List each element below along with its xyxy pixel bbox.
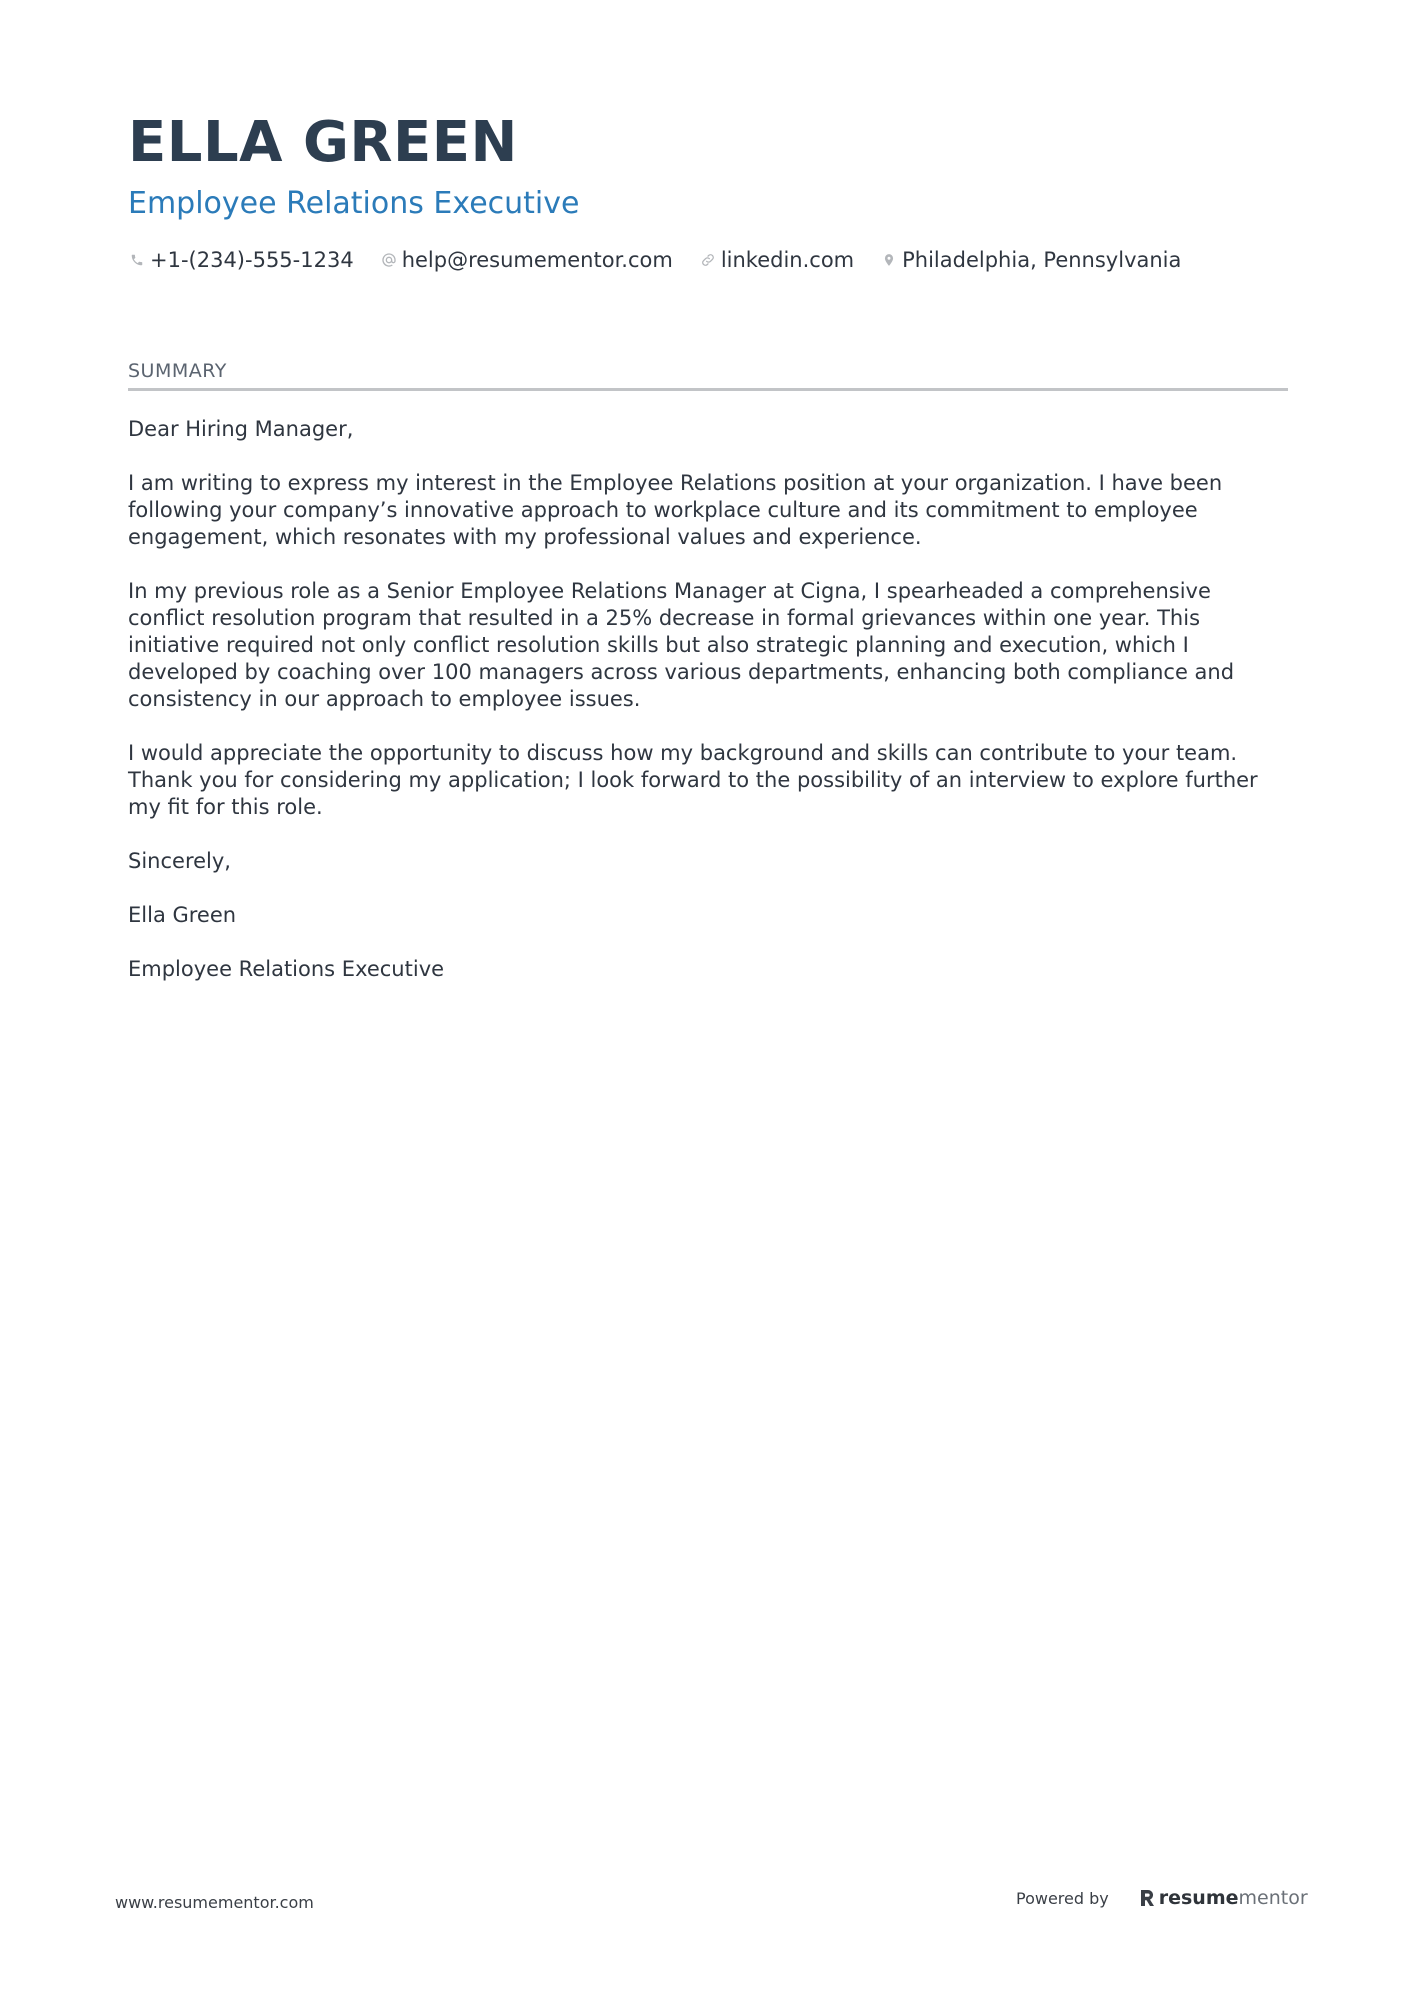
contact-row xyxy=(128,248,1288,272)
closing: Sincerely, xyxy=(128,849,231,873)
contact-website xyxy=(699,248,854,272)
brand-logo[interactable] xyxy=(1139,1887,1308,1909)
letter-body xyxy=(128,416,1288,983)
at-icon xyxy=(380,251,398,269)
footer-website[interactable]: www.resumementor.com xyxy=(115,1893,314,1912)
brand-part-mentor: mentor xyxy=(1238,1887,1308,1909)
website-text[interactable]: linkedin.com xyxy=(720,248,855,272)
letter-paragraph: In my previous role as a Senior Employee Relations Manager at Cigna, I spearheaded a comprehensive conflict resolution program that resulted in a 25% decrease in formal grievances within one year. This initiative required not only conflict resolution skills but also strategic planning and execution, which I developed by coaching over 100 managers across various departments, enhancing both compliance and consistency in our approach to employee issues. xyxy=(128,579,1235,711)
salutation: Dear Hiring Manager, xyxy=(128,417,354,441)
letter-paragraph: I would appreciate the opportunity to discuss how my background and skills can contribute to your team. Thank you for considering my application; I look forward to the possibility of an interview to explore further my fit for this role. xyxy=(128,741,1258,819)
footer-branding xyxy=(1016,1887,1308,1909)
signature-name: Ella Green xyxy=(128,903,237,927)
link-icon xyxy=(699,251,717,269)
powered-by-label: Powered by xyxy=(1016,1888,1109,1908)
location-pin-icon xyxy=(880,251,898,269)
email-text[interactable]: help@resumementor.com xyxy=(401,248,673,272)
brand-part-resume: resume xyxy=(1158,1887,1239,1909)
contact-location xyxy=(880,248,1181,272)
phone-text: +1-(234)-555-1234 xyxy=(150,248,354,272)
job-title: Employee Relations Executive xyxy=(128,186,580,221)
candidate-name: ELLA GREEN xyxy=(128,110,518,175)
summary-section xyxy=(128,360,1288,1010)
phone-icon xyxy=(128,251,146,269)
signature-title: Employee Relations Executive xyxy=(128,957,445,981)
contact-phone xyxy=(128,248,354,272)
header xyxy=(128,108,1288,272)
resumementor-logo-icon xyxy=(1139,1888,1155,1908)
section-heading: SUMMARY xyxy=(128,360,1288,391)
contact-email xyxy=(380,248,673,272)
location-text: Philadelphia, Pennsylvania xyxy=(902,248,1182,272)
letter-paragraph: I am writing to express my interest in the Employee Relations position at your organization. I have been following your company’s innovative approach to workplace culture and its commitment to employee engagement, which resonates with my professional values and experience. xyxy=(128,471,1223,549)
